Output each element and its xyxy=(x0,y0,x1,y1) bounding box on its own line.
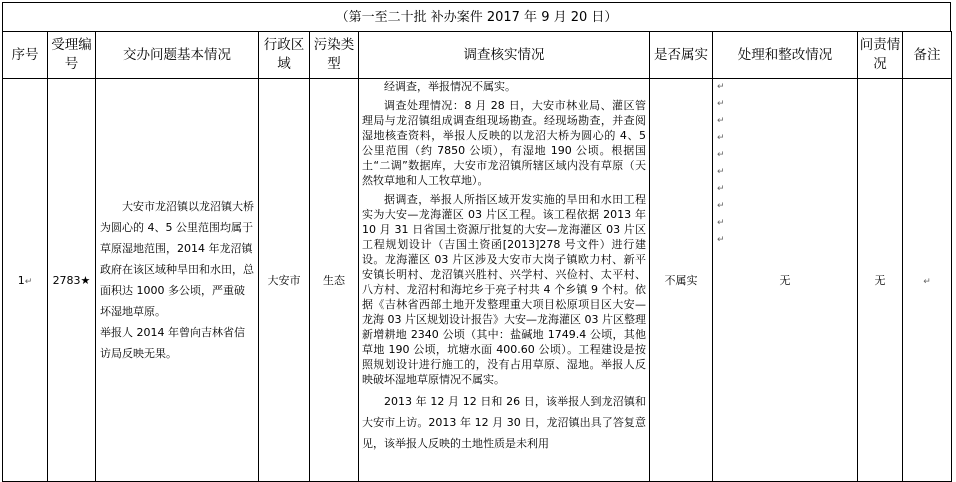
header-basic: 交办问题基本情况 xyxy=(96,32,259,79)
case-table xyxy=(2,31,952,482)
header-handling: 处理和整改情况 xyxy=(713,32,858,79)
basic-paragraph-2: 举报人 2014 年曾向吉林省信访局反映无果。 xyxy=(100,326,245,360)
header-accountability: 问责情况 xyxy=(858,32,903,79)
header-seq: 序号 xyxy=(3,32,48,79)
cell-region: 大安市 xyxy=(259,79,310,482)
header-row xyxy=(3,32,952,79)
cell-remarks xyxy=(903,79,952,482)
cell-verification xyxy=(359,79,650,482)
paragraph-mark-icon: ↵ xyxy=(923,276,931,287)
header-is-true: 是否属实 xyxy=(650,32,713,79)
cell-accountability: 无 xyxy=(858,79,903,482)
header-pollution-type: 污染类型 xyxy=(310,32,359,79)
verify-paragraph-3: 据调查，举报人所指区域开发实施的旱田和水田工程实为大安—龙海灌区 03 片区工程。该工程依据 2013 年 10 月 31 日省国土资源厅批复的大安—龙海灌区 03 片区工程规划设计（吉国土资函[2013]278 号文件）进行建设。龙海灌区 03 片区涉及大安市大岗子镇欧力村、新平安镇长明村、龙沼镇兴胜村、兴学村、兴俭村、太平村、八方村、龙沼村和海坨乡于亮子村共 4 个乡镇 9 个村。依据《吉林省西部土地开发整理重大项目松原项目区大安—龙海 03 片区规划设计报告》大安—龙海灌区 03 片区整理新增耕地 2340 公顷（其中：盐碱地 1749.4 公顷，其他草地 190 公顷，坑塘水面 400.60 公顷）。工程建设是按照规划设计进行施工的，没有占用草原、湿地。举报人反映破坏湿地草原情况不属实。 xyxy=(362,193,646,386)
header-accept-no: 受理编号 xyxy=(48,32,96,79)
cell-basic xyxy=(96,79,259,482)
verify-paragraph-2: 调查处理情况：8 月 28 日，大安市林业局、灌区管理局与龙沼镇组成调查组现场勘查。经现场勘查，并查阅湿地核查资料，举报人反映的以龙沼大桥为圆心的 4、5 公里范围（约 7850 公顷），有湿地 190 公顷。根据国土“二调”数据库，大安市龙沼镇所辖区域内没有草原（天然牧草地和人工牧草地）。 xyxy=(362,99,646,187)
header-remarks: 备注 xyxy=(903,32,952,79)
cell-is-true: 不属实 xyxy=(650,79,713,482)
verify-paragraph-4: 2013 年 12 月 12 日和 26 日，该举报人到龙沼镇和大安市上访。2013 年 12 月 30 日，龙沼镇出具了答复意见，该举报人反映的土地性质是未利用 xyxy=(362,395,646,450)
cell-handling: ↵ ↵ ↵ ↵ ↵ ↵ ↵ ↵ ↵ ↵ 无 xyxy=(713,79,858,482)
table-caption: （第一至二十批 补办案件 2017 年 9 月 20 日） xyxy=(2,2,951,32)
verify-paragraph-1: 经调查，举报情况不属实。 xyxy=(384,80,516,93)
paragraph-marks: ↵ ↵ ↵ ↵ ↵ ↵ ↵ ↵ ↵ ↵ xyxy=(717,82,725,245)
table-row xyxy=(3,79,952,482)
header-region: 行政区域 xyxy=(259,32,310,79)
cell-seq: 1↵ xyxy=(3,79,48,482)
cell-pollution-type: 生态 xyxy=(310,79,359,482)
basic-paragraph-1: 大安市龙沼镇以龙沼镇大桥为圆心的 4、5 公里范围均属于草原湿地范围，2014 年龙沼镇政府在该区域种旱田和水田，总面积达 1000 多公顷，严重破坏湿地草原。 xyxy=(100,200,254,318)
header-verification: 调查核实情况 xyxy=(359,32,650,79)
cell-accept-no: 2783★ xyxy=(48,79,96,482)
